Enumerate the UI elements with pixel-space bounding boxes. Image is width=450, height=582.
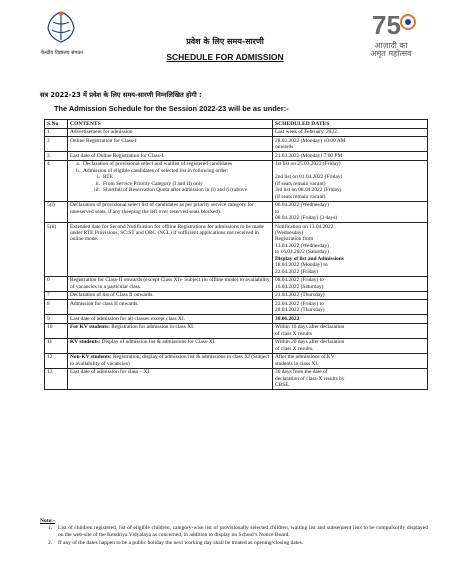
- note-number: 2.: [48, 539, 53, 546]
- table-row: [45, 315, 428, 323]
- azadi-text: [346, 42, 436, 58]
- note-item: [48, 540, 428, 547]
- schedule-table: [44, 119, 428, 390]
- content-text: Display of admission list & admissions for Class-XI.: [100, 339, 216, 346]
- table-row: [45, 152, 428, 160]
- row-dates: [273, 315, 428, 323]
- table-row: [45, 276, 428, 291]
- date-line: Registration from: [275, 236, 314, 243]
- row-content: [68, 223, 273, 277]
- content-text: Registration, display of admission list & admissions in class XI (Subject to availability of vacancies): [70, 354, 270, 367]
- item-text: Admission of eligible candidates of selected list in following order:: [83, 167, 229, 174]
- table-row: [45, 137, 428, 152]
- subitem-mark: iii.: [94, 187, 100, 194]
- table-row: [45, 353, 428, 368]
- date-line: 3rd list on 08.04.2022 (Friday): [275, 187, 342, 194]
- subitem-text: RTE: [103, 174, 113, 181]
- date-line: (Wednesday): [275, 229, 304, 236]
- document-title: SCHEDULE FOR ADMISSION: [166, 52, 284, 62]
- subtitle: The Admission Schedule for the Session 2022-23 will be as under:-: [54, 104, 289, 113]
- item-mark: a.: [76, 161, 80, 168]
- table-row: [45, 160, 428, 201]
- subitem-mark: ii.: [95, 180, 100, 187]
- date-bold-line: Display of list and Admissions: [275, 255, 344, 262]
- note-number: 1.: [48, 525, 53, 531]
- azadi-line-2: अमृत महोत्सव: [370, 49, 412, 58]
- row-sno: 10: [45, 323, 68, 338]
- date-line: 2nd list on 01.04.2022 (Friday): [275, 174, 343, 181]
- content-text: Advertisement for admission: [70, 129, 133, 136]
- table-row: [45, 201, 428, 222]
- row-content: [68, 137, 273, 152]
- content-text: Last date of admission for all classes except class XI.: [70, 315, 185, 322]
- azadi-line-1: आज़ादी का: [374, 41, 408, 50]
- note-text: List of children registered, list of eligible children, category-wise list of provisionally selected children, waiting list and subsequent lists to be compulsorily displayed on the web-site of the Kendriya Vidyalaya as concerned, in addition to display on School’s Notice Board.: [58, 525, 428, 538]
- row-dates: [273, 137, 428, 152]
- content-text: Declaration of list of Class II onwards.: [70, 292, 154, 299]
- content-text: Extended date for Second Notification for offline Registrations for admissions to be made under RTE Provisions, SC/ST and OBC (NCL) if sufficient applications not received in online mode.: [70, 223, 264, 243]
- row-dates: [273, 300, 428, 315]
- date-line: CBSE.: [275, 382, 290, 389]
- row-sno: 8: [45, 300, 68, 315]
- row-content: [68, 160, 273, 201]
- content-lead: For KV students:: [70, 324, 110, 331]
- row-content: [68, 276, 273, 291]
- row-dates: [273, 323, 428, 338]
- item-text: Declaration of provisional select and waitlist of registered candidates: [83, 161, 233, 168]
- date-line: 28.04.2022 (Thursday): [275, 307, 325, 314]
- note-text: If any of the dates happen to be a public holiday the next working day shall be treated as opening/closing dates.: [58, 539, 304, 546]
- content-text: Last date of Online Registration for Class-I: [70, 152, 164, 159]
- date-line: of class X results: [275, 330, 312, 337]
- row-dates: [273, 368, 428, 389]
- date-line: students in class XI.: [275, 360, 319, 367]
- row-sno: 9: [45, 315, 68, 323]
- date-line: 30 days from the date of: [275, 369, 328, 376]
- date-line: 18.04.2022 (Monday) to: [275, 262, 328, 269]
- row-content: [68, 291, 273, 299]
- table-row: [45, 223, 428, 277]
- content-lead: KV students:: [70, 339, 101, 346]
- row-dates: [273, 152, 428, 160]
- table-row: [45, 291, 428, 299]
- date-line: onwards: [275, 144, 294, 151]
- content-list: [70, 161, 270, 174]
- content-lead: Non-KV students:: [70, 354, 112, 361]
- row-content: [68, 152, 273, 160]
- row-sno: 7: [45, 291, 68, 299]
- row-dates: [273, 353, 428, 368]
- date-bold-line: 30.06.2022: [275, 315, 300, 322]
- subitem-mark: i.: [97, 174, 100, 181]
- row-content: [68, 368, 273, 389]
- row-dates: [273, 276, 428, 291]
- row-dates: [273, 223, 428, 277]
- header-contents: CONTENTS: [68, 120, 273, 129]
- row-sno: 4: [45, 160, 68, 201]
- content-text: Registration for admission in class XI.: [109, 324, 195, 331]
- date-line: 08.04.2022 (Friday) (3 days): [275, 215, 338, 222]
- row-dates: [273, 338, 428, 353]
- date-line: (if seats remain vacant): [275, 180, 326, 187]
- row-content: [68, 300, 273, 315]
- row-sno: 3: [45, 152, 68, 160]
- row-content: [68, 201, 273, 222]
- date-line: Within 10 days after declaration: [275, 324, 345, 331]
- hindi-title: प्रवेश के लिए समय-सारणी: [186, 37, 264, 46]
- table-row: [45, 323, 428, 338]
- header-dates: SCHEDULED DATES: [273, 120, 428, 129]
- content-sublist-item: [88, 187, 270, 193]
- notes-list: [48, 525, 428, 548]
- org-name: केन्द्रीय विद्यालय संगठन: [40, 50, 84, 56]
- row-sno: 11: [45, 338, 68, 353]
- row-sno: 1: [45, 128, 68, 136]
- date-line: Within 20 days after declaration: [275, 339, 345, 346]
- content-sublist: [70, 174, 270, 193]
- date-line: 28.02.2022 (Monday) 10:00 AM: [275, 137, 346, 144]
- table-header-row: [45, 120, 428, 129]
- table-body: [45, 128, 428, 389]
- date-line: (if seats remain vacant): [275, 193, 326, 200]
- row-dates: [273, 201, 428, 222]
- date-line: 13.04.2022 (Wednesday): [275, 242, 329, 249]
- header-sno: S.No: [45, 120, 68, 129]
- notes-heading: Note:-: [40, 518, 55, 524]
- date-line: of class X results.: [275, 345, 314, 352]
- content-text: Online Registration for Class-I: [70, 137, 137, 144]
- date-line: Last week of February, 2022.: [275, 129, 339, 136]
- date-line: 22.04.2022 (Friday) to: [275, 300, 324, 307]
- row-sno: 2: [45, 137, 68, 152]
- date-line: to: [275, 208, 280, 215]
- row-sno: 6: [45, 276, 68, 291]
- row-content: [68, 353, 273, 368]
- subtitle-hindi: सत्र 2022-23 में प्रवेश के लिए समय-सारणी निम्नलिखित होगी :: [40, 91, 202, 99]
- date-line: 21.03.2022 (Monday) 7:00 PM: [275, 152, 343, 159]
- subitem-text: Shortfall of Reservation Quota after admission in (i) and (ii) above: [103, 187, 248, 194]
- date-line: 21.04.2022 (Thursday): [275, 292, 325, 299]
- row-content: [68, 128, 273, 136]
- azadi-number: 75: [372, 10, 401, 40]
- row-sno: 5(i): [45, 201, 68, 222]
- row-content: [68, 338, 273, 353]
- row-dates: [273, 160, 428, 201]
- table-row: [45, 128, 428, 136]
- date-line: 16.04.2022 (Saturday): [275, 283, 324, 290]
- content-text: Admission for class II onwards.: [70, 300, 139, 307]
- subitem-text: From Service Priority Category (I and II) only: [103, 180, 203, 187]
- row-content: [68, 323, 273, 338]
- date-line: Notification on 13.04.2022: [275, 223, 334, 230]
- note-item: [48, 525, 428, 539]
- date-line: 06.04.2022 (Wednesday): [275, 202, 329, 209]
- content-text: Registration for Class-II onwards (except Class XI)- Subject (in offline mode) to availability of vacancies in a particular class.: [70, 277, 270, 290]
- row-sno: 5(ii): [45, 223, 68, 277]
- row-sno: 12: [45, 353, 68, 368]
- content-text: Declaration of provisional select list of candidates as per priority service category for unreserved seats, if any (keeping the left over reserved seats blocked).: [70, 202, 254, 215]
- date-line: to 16.04.2022 (Saturday): [275, 249, 329, 256]
- date-line: After the admissions of KV: [275, 354, 335, 361]
- date-line: 1st list on 25.03.2022 (Friday): [275, 161, 341, 168]
- row-dates: [273, 291, 428, 299]
- table-row: [45, 300, 428, 315]
- row-dates: [273, 128, 428, 136]
- content-text: Last date of admission for class – XI.: [70, 369, 151, 376]
- date-line: 08.04.2022 (Friday) to: [275, 277, 324, 284]
- date-line: declaration of class-X results by: [275, 375, 345, 382]
- table-row: [45, 338, 428, 353]
- row-sno: 13: [45, 368, 68, 389]
- date-line: 22.04.2022 (Friday): [275, 268, 319, 275]
- row-content: [68, 315, 273, 323]
- item-mark: b.: [75, 167, 80, 174]
- table-row: [45, 368, 428, 389]
